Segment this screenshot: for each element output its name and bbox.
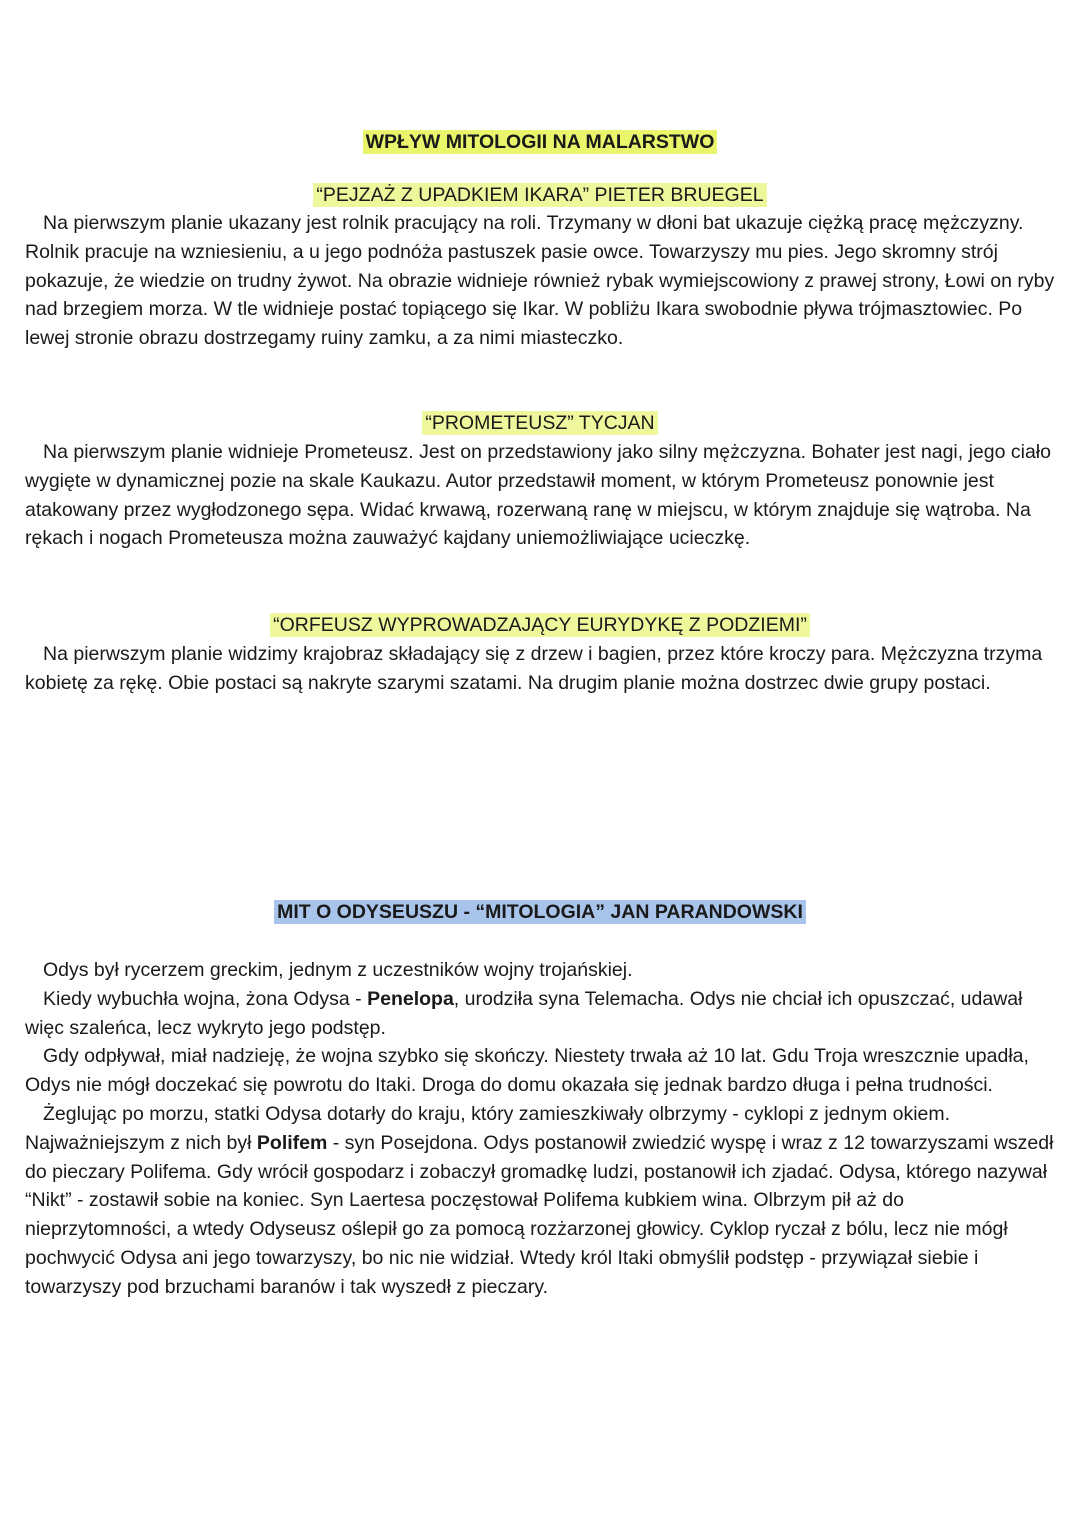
paragraph-text: Gdy odpływał, miał nadzieję, że wojna szybko się skończy. Niestety trwała aż 10 lat. Gdu Troja wreszcznie upadła, Odys nie mógł doczekać się powrotu do Itaki. Droga do domu okazała się jednak bardzo długa i pełna trudności. xyxy=(25,1045,1029,1097)
painting-description-prometheus xyxy=(25,438,1055,553)
section-title-text: WPŁYW MITOLOGII NA MALARSTWO xyxy=(363,130,718,154)
story-paragraph-3 xyxy=(25,1042,1055,1100)
paragraph-text: , urodziła syna Telemacha. Odys nie chciał ich opuszczać, udawał więc szaleńca, lecz wykryto jego podstęp. xyxy=(25,987,1023,1039)
painting-heading-orpheus xyxy=(25,613,1055,637)
paragraph-text: Odys był rycerzem greckim, jednym z uczestników wojny trojańskiej. xyxy=(43,959,633,981)
paragraph-text: Na pierwszym planie widnieje Prometeusz. Jest on przedstawiony jako silny mężczyzna. Bohater jest nagi, jego ciało wygięte w dynamicznej pozie na skale Kaukazu. Autor przedstawił moment, w którym Prometeusz ponownie jest atakowany przez wygłodzonego sępa. Widać krwawą, rozerwaną ranę w miejscu, w którym znajduje się wątroba. Na rękach i nogach Prometeusza można zauważyć kajdany uniemożliwiające ucieczkę. xyxy=(25,441,1051,550)
name-polifem: Polifem xyxy=(256,1131,328,1154)
section-title-odysseus xyxy=(25,900,1055,924)
painting-heading-text: “PEJZAŻ Z UPADKIEM IKARA” PIETER BRUEGEL xyxy=(313,183,766,207)
paragraph-text: Na pierwszym planie ukazany jest rolnik pracujący na roli. Trzymany w dłoni bat ukazuje ciężką pracę mężczyzny. Rolnik pracuje na wzniesieniu, a u jego podnóża pastuszek pasie owce. Towarzyszy mu pies. Jego skromny strój pokazuje, że wiedzie on trudny żywot. Na obrazie widnieje również rybak wymiejscowiony z prawej strony, Łowi on ryby nad brzegiem morza. W tle widnieje postać topiącego się Ikar. W pobliżu Ikara swobodnie pływa trójmasztowiec. Po lewej stronie obrazu dostrzegamy ruiny zamku, a za nimi miasteczko. xyxy=(25,212,1055,350)
section-title-text: MIT O ODYSEUSZU - “MITOLOGIA” JAN PARANDOWSKI xyxy=(274,900,806,924)
story-paragraph-4 xyxy=(25,1100,1055,1302)
paragraph-text: Kiedy wybuchła wojna, żona Odysa - xyxy=(43,987,368,1010)
painting-description-orpheus xyxy=(25,640,1055,698)
painting-heading-icarus xyxy=(25,183,1055,207)
paragraph-text: - syn Posejdona. Odys postanowił zwiedzić wyspę i wraz z 12 towarzyszami wszedł do pieczary Polifema. Gdy wrócił gospodarz i zobaczył gromadkę ludzi, postanowił ich zjadać. Odysa, którego nazywał “Nikt” - zostawił sobie na koniec. Syn Laertesa poczęstował Polifema kubkiem wina. Olbrzym pił aż do nieprzytomności, a wtedy Odyseusz oślepił go za pomocą rozżarzonej głowicy. Cyklop ryczał z bólu, lecz nie mógł pochwycić Odysa ani jego towarzyszy, bo nic nie widział. Wtedy król Itaki obmyślił podstęp - przywiązał siebie i towarzyszy pod brzuchami baranów i tak wyszedł z pieczary. xyxy=(25,1131,1054,1298)
name-penelopa: Penelopa xyxy=(367,987,454,1010)
story-paragraph-1 xyxy=(25,956,1055,985)
paragraph-text: Na pierwszym planie widzimy krajobraz składający się z drzew i bagien, przez które kroczy para. Mężczyzna trzyma kobietę za rękę. Obie postaci są nakryte szarymi szatami. Na drugim planie można dostrzec dwie grupy postaci. xyxy=(25,643,1043,694)
odysseus-story xyxy=(25,956,1055,1302)
painting-description-icarus xyxy=(25,209,1055,353)
painting-heading-text: “ORFEUSZ WYPROWADZAJĄCY EURYDYKĘ Z PODZIEMI” xyxy=(270,613,810,637)
painting-heading-text: “PROMETEUSZ” TYCJAN xyxy=(422,411,657,435)
painting-heading-prometheus xyxy=(25,411,1055,435)
paragraph-text: Żeglując po morzu, statki Odysa dotarły do kraju, który zamieszkiwały olbrzymy - cyklopi z jednym okiem. Najważniejszym z nich był xyxy=(25,1102,951,1154)
story-paragraph-2 xyxy=(25,985,1055,1043)
section-title-mythology-painting xyxy=(25,130,1055,154)
